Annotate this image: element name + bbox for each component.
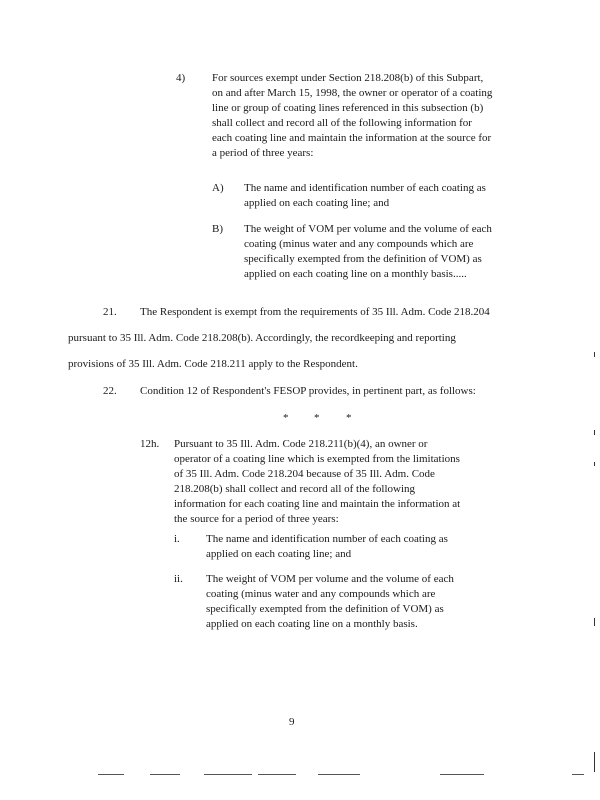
item-4-body: For sources exempt under Section 218.208(b) of this Subpart, on and after March 15, 1998, the owner or operator of a coating line or group of coating lines referenced in this subsection (b) shall collect and record all of the following information for each coating line and maintain the information at the source for a period of three years: [212,72,493,159]
para-22-number: 22. [103,385,117,397]
cond-12h-sub-ii-text: The weight of VOM per volume and the volume of each coating (minus water and any compounds which are specifically exempted from the definition of VOM) as applied on each coating line on a monthly basis. [206,573,454,630]
scan-artifact-dash [204,774,252,775]
para-21-line1: The Respondent is exempt from the requirements of 35 Ill. Adm. Code 218.204 [140,306,490,318]
scan-artifact-mark [594,352,595,357]
scan-artifact-mark [594,430,595,435]
page-number: 9 [289,716,295,728]
asterisk-3: * [346,412,352,424]
scan-artifact-dash [98,774,124,775]
asterisk-2: * [314,412,320,424]
para-21-number: 21. [103,306,117,318]
scan-artifact-mark [594,752,595,772]
item-4-sub-a-label: A) [212,182,224,194]
cond-12h-sub-i-label: i. [174,533,180,545]
cond-12h-text: Pursuant to 35 Ill. Adm. Code 218.211(b)(4), an owner or operator of a coating line which is exempted from the limitations of 35 Ill. Adm. Code 218.204 because of 35 Ill. Adm. Code 218.208(b) shall collect and record all of the following information for each coating line and maintain the information at the source for a period of three years: [174,438,461,525]
scan-artifact-mark [594,462,595,466]
item-4-sub-b-label: B) [212,223,223,235]
para-22-text: Condition 12 of Respondent's FESOP provides, in pertinent part, as follows: [140,385,476,397]
cond-12h-label: 12h. [140,438,160,450]
asterisk-1: * [283,412,289,424]
cond-12h-sub-i-text: The name and identification number of each coating as applied on each coating line; and [206,533,448,560]
item-4-number: 4) [176,72,186,84]
cond-12h-sub-ii-label: ii. [174,573,183,585]
item-4-sub-a-text: The name and identification number of each coating as applied on each coating line; and [244,182,486,209]
item-4-text [212,71,494,161]
scan-artifact-dash [318,774,360,775]
scan-artifact-dash [150,774,180,775]
scan-artifact-dash [258,774,296,775]
scan-artifact-mark [594,618,595,626]
item-4-sub-b-text: The weight of VOM per volume and the volume of each coating (minus water and any compounds which are specifically exempted from the definition of VOM) as applied on each coating line on a monthly basis..... [244,223,492,280]
scan-artifact-dash [572,774,584,775]
scan-artifact-dash [440,774,484,775]
para-21-line3: provisions of 35 Ill. Adm. Code 218.211 apply to the Respondent. [68,358,358,370]
para-21-line2: pursuant to 35 Ill. Adm. Code 218.208(b). Accordingly, the recordkeeping and reporting [68,332,456,344]
